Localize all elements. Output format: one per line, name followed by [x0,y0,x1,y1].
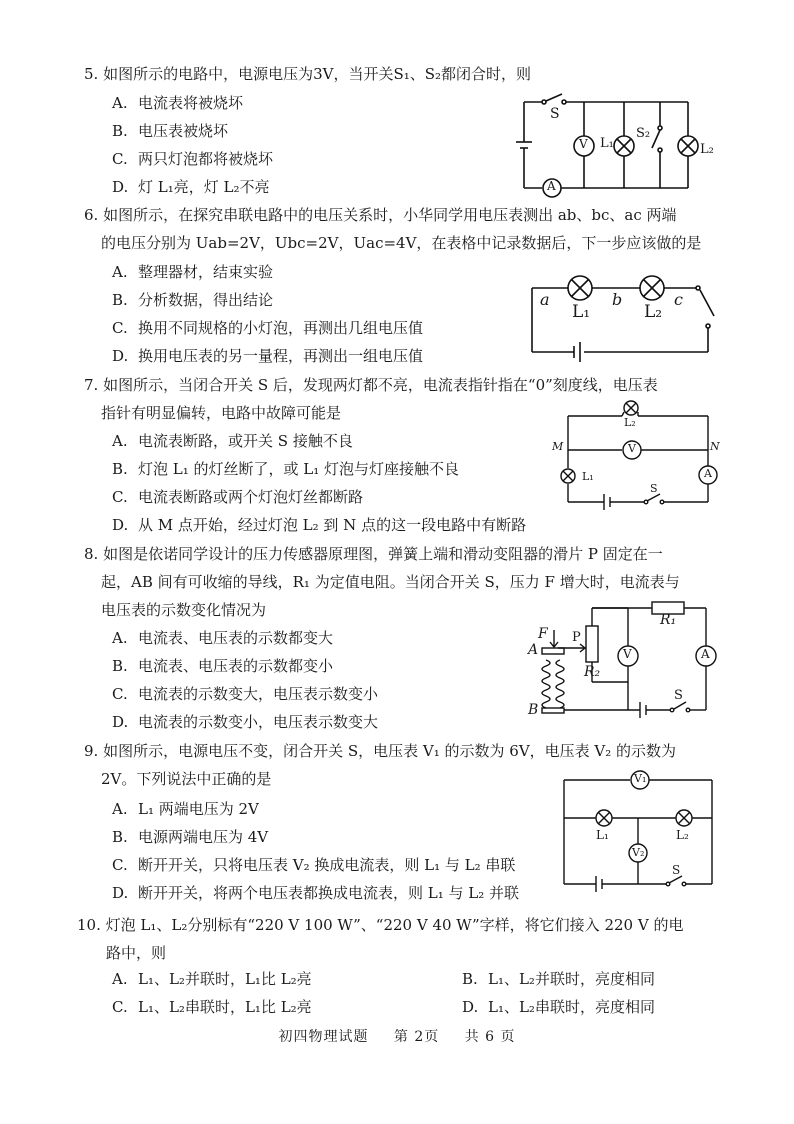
option-text: 换用不同规格的小灯泡，再测出几组电压值 [138,319,424,337]
q8-option-d [112,708,378,736]
question-number: 9. [84,742,99,760]
option-text: 从 M 点开始，经过灯泡 L₂ 到 N 点的这一段电路中有断路 [138,516,527,534]
option-key: C. [112,685,128,703]
option-key: B. [462,970,478,988]
option-key: D. [112,713,129,731]
option-text: 电流表、电压表的示数都变大 [138,629,334,647]
option-text: 电流表断路，或开关 S 接触不良 [138,432,353,450]
option-text: 电流表的示数变小，电压表示数变大 [138,713,379,731]
point-b-label: B [528,702,539,718]
question-9-stem [84,737,676,765]
point-n-label: N [710,440,720,453]
option-key: C. [112,488,128,506]
switch-label: S₂ [636,126,651,141]
question-number: 6. [84,206,99,224]
switch-label: S [650,482,658,495]
option-text: 电流表将被烧坏 [138,94,244,112]
q10-option-c [112,993,312,1021]
option-text: 电压表被烧坏 [138,122,229,140]
option-text: 电源两端电压为 4V [138,828,269,846]
lamp-label: L₂ [676,828,689,842]
question-text: 如图所示，电源电压不变，闭合开关 S，电压表 V₁ 的示数为 6V，电压表 V₂ 的示数为 [103,742,677,760]
q9-circuit-diagram [556,766,720,892]
option-key: D. [112,516,129,534]
option-text: 两只灯泡都将被烧坏 [138,150,274,168]
option-key: A. [112,432,128,450]
page-footer [0,1026,794,1046]
q10-option-a [112,965,312,993]
option-text: 分析数据，得出结论 [138,291,274,309]
q9-option-c [112,851,515,879]
question-7-stem-line2 [101,399,341,427]
lamp-label: L₂ [700,142,714,157]
option-text: L₁、L₂串联时，亮度相同 [488,998,655,1016]
question-7-stem [84,371,658,399]
point-c-label: c [674,290,683,309]
q5-option-a [112,89,243,117]
question-text: 路中，则 [106,944,167,962]
q7-option-a [112,427,353,455]
option-key: C. [112,856,128,874]
question-5-stem [84,60,531,88]
q5-option-d [112,173,270,201]
lamp-label: L₂ [624,416,636,429]
q6-circuit-diagram [528,266,728,362]
voltmeter-label: V [628,442,636,455]
q7-circuit-diagram [552,396,722,512]
question-text: 起，AB 间有可收缩的导线，R₁ 为定值电阻。当闭合开关 S，压力 F 增大时，电流表与 [101,573,680,591]
q7-option-d [112,511,526,539]
switch-label: S [674,688,683,703]
option-key: A. [112,94,128,112]
q8-option-b [112,652,333,680]
lamp-label: L₁ [572,302,591,322]
q9-option-b [112,823,268,851]
force-f-label: F [538,626,548,642]
option-text: 电流表、电压表的示数都变小 [138,657,334,675]
footer-total-pages: 共 6 页 [464,1029,516,1045]
option-key: D. [112,884,129,902]
question-text: 如图所示，在探究串联电路中的电压关系时，小华同学用电压表测出 ab、bc、ac 两端 [103,206,677,224]
q10-option-d [462,993,655,1021]
question-number: 10. [77,916,101,934]
question-text: 如图所示，当闭合开关 S 后，发现两灯都不亮，电流表指针指在“0”刻度线，电压表 [103,376,658,394]
question-text: 如图是依诺同学设计的压力传感器原理图，弹簧上端和滑动变阻器的滑片 P 固定在一 [103,545,663,563]
q7-option-b [112,455,459,483]
resistor-r1-label: R₁ [660,612,677,628]
option-key: A. [112,629,128,647]
question-text: 2V。下列说法中正确的是 [101,770,272,788]
footer-subject: 初四物理试题 [278,1029,369,1045]
question-number: 7. [84,376,99,394]
option-text: 灯 L₁亮，灯 L₂不亮 [138,178,270,196]
voltmeter-label: V [623,647,632,661]
point-m-label: M [552,440,564,453]
question-text: 指针有明显偏转，电路中故障可能是 [101,404,342,422]
q8-circuit-diagram [528,598,722,722]
question-10-stem-line2 [106,939,166,967]
footer-page-number: 第 2页 [393,1029,440,1045]
option-key: C. [112,998,128,1016]
option-key: A. [112,970,128,988]
q6-option-a [112,258,273,286]
question-text: 电压表的示数变化情况为 [101,601,267,619]
question-9-stem-line2 [101,765,271,793]
option-text: L₁、L₂并联时，亮度相同 [488,970,655,988]
option-text: 灯泡 L₁ 的灯丝断了，或 L₁ 灯泡与灯座接触不良 [138,460,460,478]
lamp-label: L₁ [600,136,614,151]
q10-option-b [462,965,655,993]
option-text: 断开开关，只将电压表 V₂ 换成电流表，则 L₁ 与 L₂ 串联 [138,856,516,874]
q8-option-a [112,624,333,652]
point-a-label: a [540,290,550,309]
ammeter-label: A [701,647,710,661]
option-text: 换用电压表的另一量程，再测出一组电压值 [138,347,424,365]
option-key: C. [112,319,128,337]
q8-option-c [112,680,378,708]
question-8-stem-line3 [101,596,266,624]
q5-circuit-diagram [512,92,722,202]
question-text: 如图所示的电路中，电源电压为3V，当开关S₁、S₂都闭合时，则 [103,65,532,83]
option-text: L₁ 两端电压为 2V [138,800,259,818]
option-key: D. [112,347,129,365]
question-6-stem [84,201,677,229]
option-key: B. [112,291,128,309]
question-8-stem [84,540,663,568]
option-text: L₁、L₂串联时，L₁比 L₂亮 [138,998,312,1016]
ammeter-label: A [704,467,712,480]
option-key: B. [112,657,128,675]
lamp-label: L₁ [582,470,594,483]
option-key: C. [112,150,128,168]
switch-label: S [672,863,681,877]
voltmeter-v1-label: V₁ [634,772,647,785]
option-text: 整理器材，结束实验 [138,263,274,281]
option-key: D. [112,178,129,196]
question-number: 8. [84,545,99,563]
ammeter-label: A [547,179,556,193]
option-key: D. [462,998,479,1016]
question-number: 5. [84,65,99,83]
q9-option-a [112,795,259,823]
option-key: B. [112,460,128,478]
lamp-label: L₁ [596,828,609,842]
point-b-label: b [612,290,623,309]
point-a-label: A [528,642,539,658]
question-10-stem [77,911,683,939]
resistor-r2-label: R₂ [584,664,601,680]
question-text: 灯泡 L₁、L₂分别标有“220 V 100 W”、“220 V 40 W”字样，将它们接入 220 V 的电 [105,916,684,934]
option-key: A. [112,263,128,281]
option-text: L₁、L₂并联时，L₁比 L₂亮 [138,970,312,988]
option-text: 电流表断路或两个灯泡灯丝都断路 [138,488,364,506]
slider-p-label: P [572,630,581,645]
voltmeter-label: V [579,137,588,151]
question-6-stem-line2 [101,229,701,257]
q6-option-c [112,314,423,342]
switch-label: S [550,106,560,122]
question-8-stem-line2 [101,568,680,596]
option-text: 断开开关，将两个电压表都换成电流表，则 L₁ 与 L₂ 并联 [138,884,520,902]
option-key: B. [112,122,128,140]
q5-option-c [112,145,273,173]
voltmeter-v2-label: V₂ [632,846,645,859]
lamp-label: L₂ [644,302,663,322]
option-text: 电流表的示数变大，电压表示数变小 [138,685,379,703]
option-key: B. [112,828,128,846]
option-key: A. [112,800,128,818]
q6-option-b [112,286,273,314]
q6-option-d [112,342,423,370]
q5-option-b [112,117,228,145]
question-text: 的电压分别为 Uab=2V，Ubc=2V，Uac=4V，在表格中记录数据后，下一步应该做的是 [101,234,702,252]
q7-option-c [112,483,363,511]
q9-option-d [112,879,519,907]
